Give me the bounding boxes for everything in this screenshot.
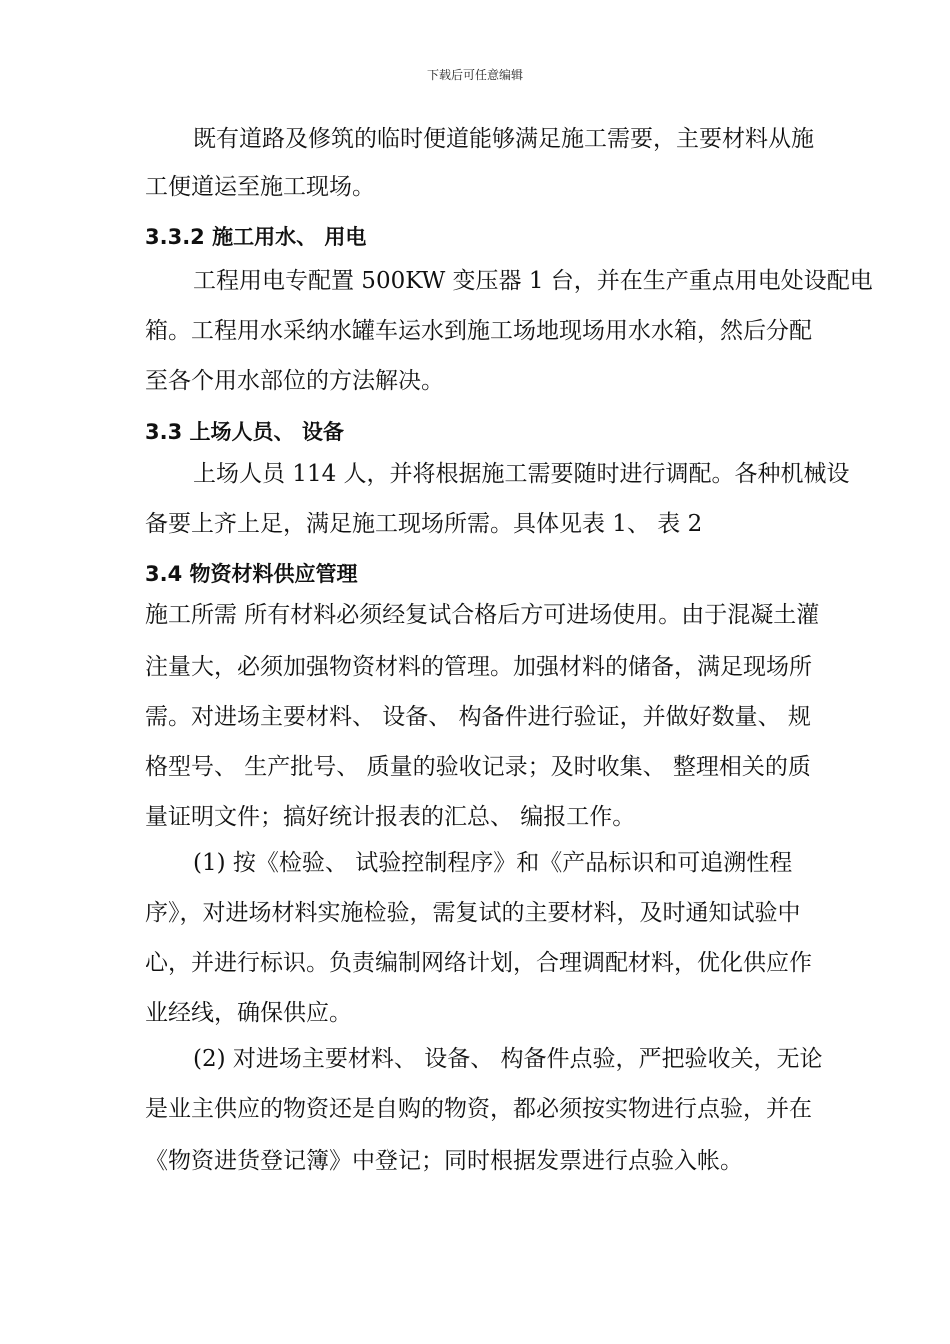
paragraph-line: 备要上齐上足，满足施工现场所需。具体见表 1、 表 2 [145,511,703,537]
paragraph-line: 既有道路及修筑的临时便道能够满足施工需要，主要材料从施 [193,126,814,152]
paragraph-line: 需。对进场主要材料、 设备、 构备件进行验证，并做好数量、 规 [145,704,811,730]
paragraph-line: (1) 按《检验、 试验控制程序》和《产品标识和可追溯性程 [193,850,793,876]
paragraph-line: 心，并进行标识。负责编制网络计划，合理调配材料，优化供应作 [145,950,812,976]
section-heading: 3.3.2 施工用水、 用电 [145,225,367,249]
paragraph-line: 格型号、 生产批号、 质量的验收记录；及时收集、 整理相关的质 [145,754,811,780]
paragraph-line: 上场人员 114 人，并将根据施工需要随时进行调配。各种机械设 [193,461,850,487]
section-heading: 3.3 上场人员、 设备 [145,420,344,444]
paragraph-line: 业经线，确保供应。 [145,1000,352,1026]
paragraph-line: (2) 对进场主要材料、 设备、 构备件点验，严把验收关，无论 [193,1046,823,1072]
paragraph-line: 《物资进货登记簿》中登记；同时根据发票进行点验入帐。 [145,1148,743,1174]
paragraph-line: 施工所需 所有材料必须经复试合格后方可进场使用。由于混凝土灌 [145,602,820,628]
paragraph-line: 是业主供应的物资还是自购的物资，都必须按实物进行点验，并在 [145,1096,812,1122]
paragraph-line: 注量大，必须加强物资材料的管理。加强材料的储备，满足现场所 [145,654,812,680]
paragraph-line: 工程用电专配置 500KW 变压器 1 台，并在生产重点用电处设配电 [193,268,873,294]
paragraph-line: 量证明文件；搞好统计报表的汇总、 编报工作。 [145,804,636,830]
paragraph-line: 至各个用水部位的方法解决。 [145,368,444,394]
section-heading: 3.4 物资材料供应管理 [145,562,358,586]
page-header: 下载后可任意编辑 [426,68,523,82]
paragraph-line: 工便道运至施工现场。 [145,174,375,200]
paragraph-line: 箱。工程用水采纳水罐车运水到施工场地现场用水水箱，然后分配 [145,318,812,344]
paragraph-line: 序》，对进场材料实施检验，需复试的主要材料，及时通知试验中 [145,900,801,926]
